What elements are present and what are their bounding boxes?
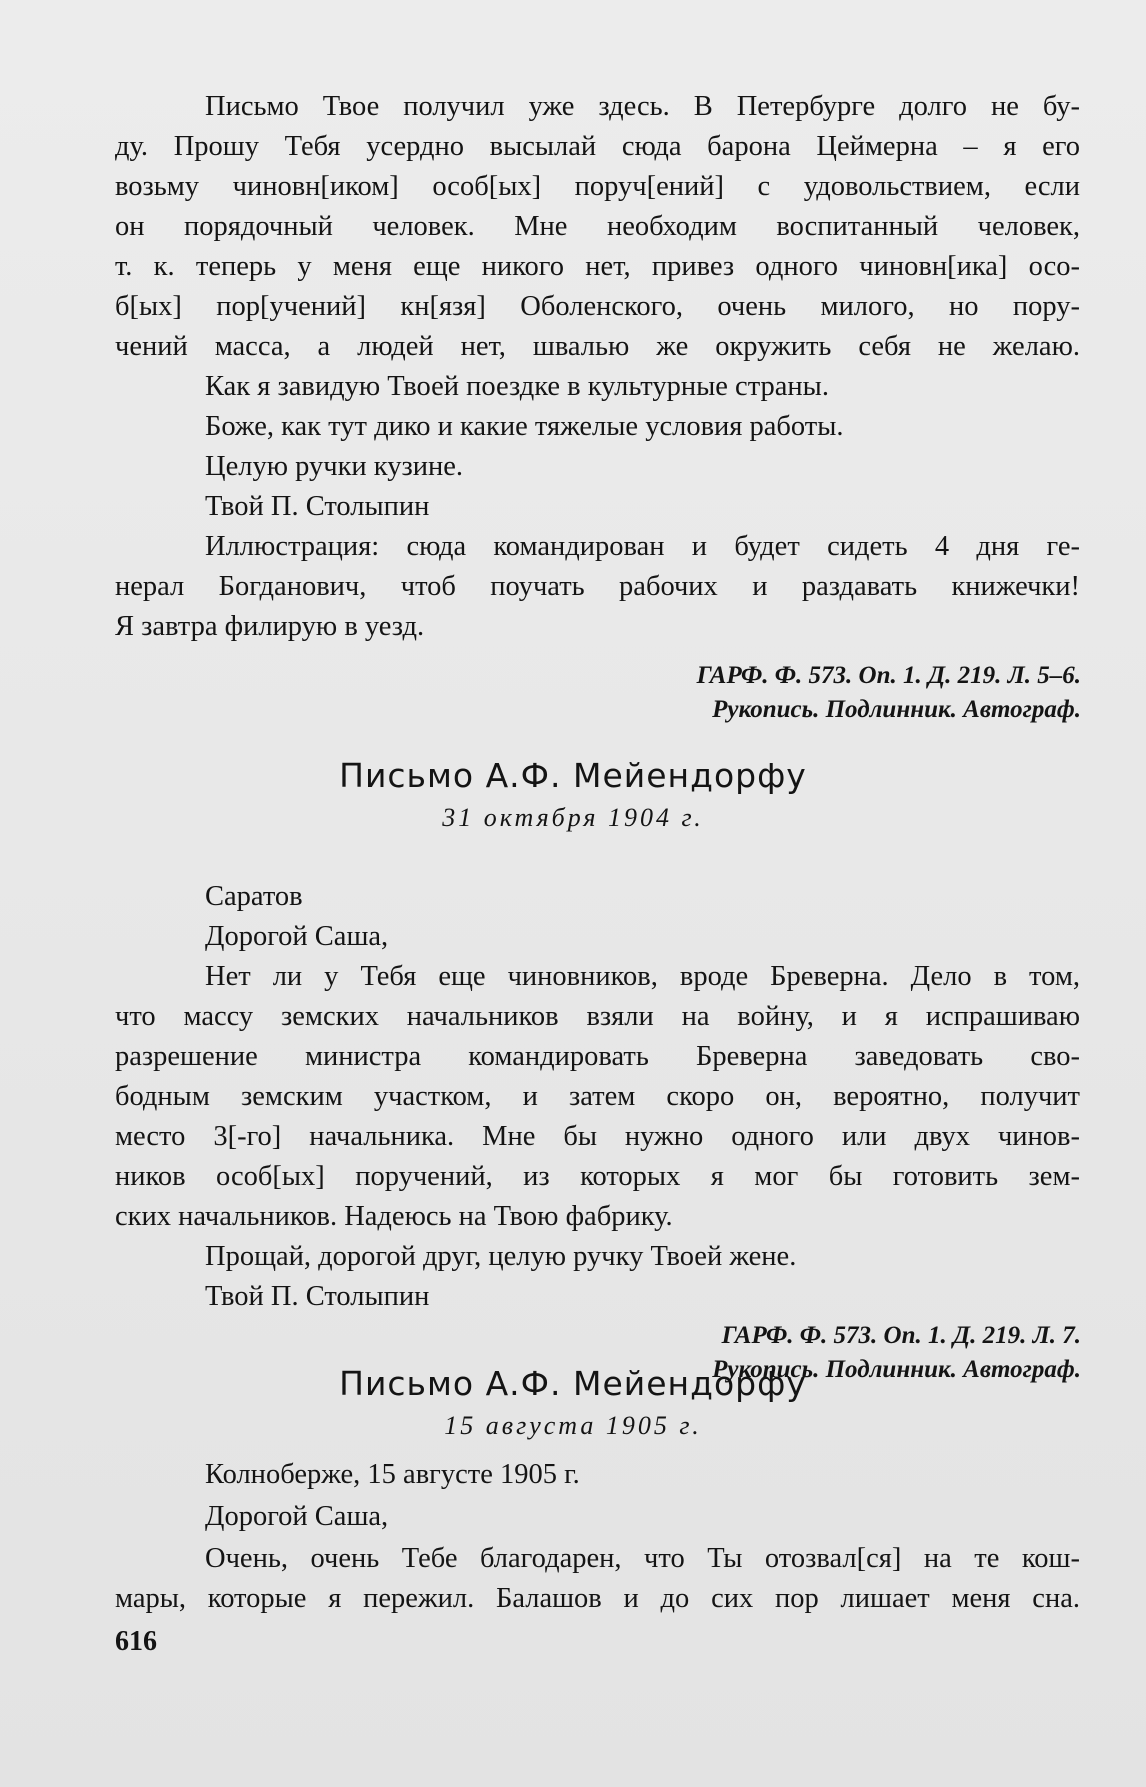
text-line: Очень, очень Тебе благодарен, что Ты отозвал[ся] на те кош- — [205, 1543, 1080, 1574]
text-line: Целую ручки кузине. — [205, 451, 464, 482]
text-line: ду. Прошу Тебя усердно высылай сюда барона Цеймерна – я его — [115, 131, 1080, 162]
archive-source: ГАРФ. Ф. 573. Оп. 1. Д. 219. Л. 7. — [721, 1322, 1081, 1349]
text-line: мары, которые я пережил. Балашов и до сих пор лишает меня сна. — [115, 1583, 1080, 1614]
letter-heading: Письмо А.Ф. Мейендорфу — [339, 1364, 807, 1403]
page-number: 616 — [115, 1626, 157, 1657]
document-type: Рукопись. Подлинник. Автограф. — [712, 1356, 1081, 1383]
text-line: возьму чиновн[иком] особ[ых] поруч[ений] с удовольствием, если — [115, 171, 1080, 202]
text-line: что массу земских начальников взяли на войну, и я испрашиваю — [115, 1001, 1080, 1032]
document-type: Рукопись. Подлинник. Автограф. — [712, 696, 1081, 723]
place-line: Колноберже, 15 августе 1905 г. — [205, 1459, 580, 1490]
text-line: Нет ли у Тебя еще чиновников, вроде Бреверна. Дело в том, — [205, 961, 1080, 992]
text-line: Я завтра филирую в уезд. — [115, 611, 425, 642]
text-line: Как я завидую Твоей поездке в культурные страны. — [205, 371, 829, 402]
letter-date: 31 октября 1904 г. — [442, 803, 704, 832]
farewell: Прощай, дорогой друг, целую ручку Твоей жене. — [205, 1241, 797, 1272]
text-line: нерал Богданович, чтоб поучать рабочих и раздавать книжечки! — [115, 571, 1080, 602]
signature: Твой П. Столыпин — [205, 491, 430, 522]
text-line: он порядочный человек. Мне необходим воспитанный человек, — [115, 211, 1080, 242]
text-line: ников особ[ых] поручений, из которых я мог бы готовить зем- — [115, 1161, 1080, 1192]
text-line: т. к. теперь у меня еще никого нет, привез одного чиновн[ика] осо- — [115, 251, 1080, 282]
text-line: бодным земским участком, и затем скоро он, вероятно, получит — [115, 1081, 1080, 1112]
text-line: чений масса, а людей нет, швалью же окружить себя не желаю. — [115, 331, 1080, 362]
text-line: б[ых] пор[учений] кн[язя] Оболенского, очень милого, но пору- — [115, 291, 1080, 322]
text-line: Иллюстрация: сюда командирован и будет сидеть 4 дня ге- — [205, 531, 1080, 562]
text-line: Письмо Твое получил уже здесь. В Петербурге долго не бу- — [205, 91, 1080, 122]
place-line: Саратов — [205, 881, 303, 912]
text-line: ских начальников. Надеюсь на Твою фабрику. — [115, 1201, 673, 1232]
greeting: Дорогой Саша, — [205, 1501, 389, 1532]
greeting: Дорогой Саша, — [205, 921, 389, 952]
text-line: разрешение министра командировать Бреверна заведовать сво- — [115, 1041, 1080, 1072]
text-line: Боже, как тут дико и какие тяжелые условия работы. — [205, 411, 844, 442]
letter-heading: Письмо А.Ф. Мейендорфу — [339, 756, 807, 795]
archive-source: ГАРФ. Ф. 573. Оп. 1. Д. 219. Л. 5–6. — [696, 662, 1081, 689]
letter-date: 15 августа 1905 г. — [444, 1411, 702, 1440]
text-line: место 3[-го] начальника. Мне бы нужно одного или двух чинов- — [115, 1121, 1080, 1152]
signature: Твой П. Столыпин — [205, 1281, 430, 1312]
